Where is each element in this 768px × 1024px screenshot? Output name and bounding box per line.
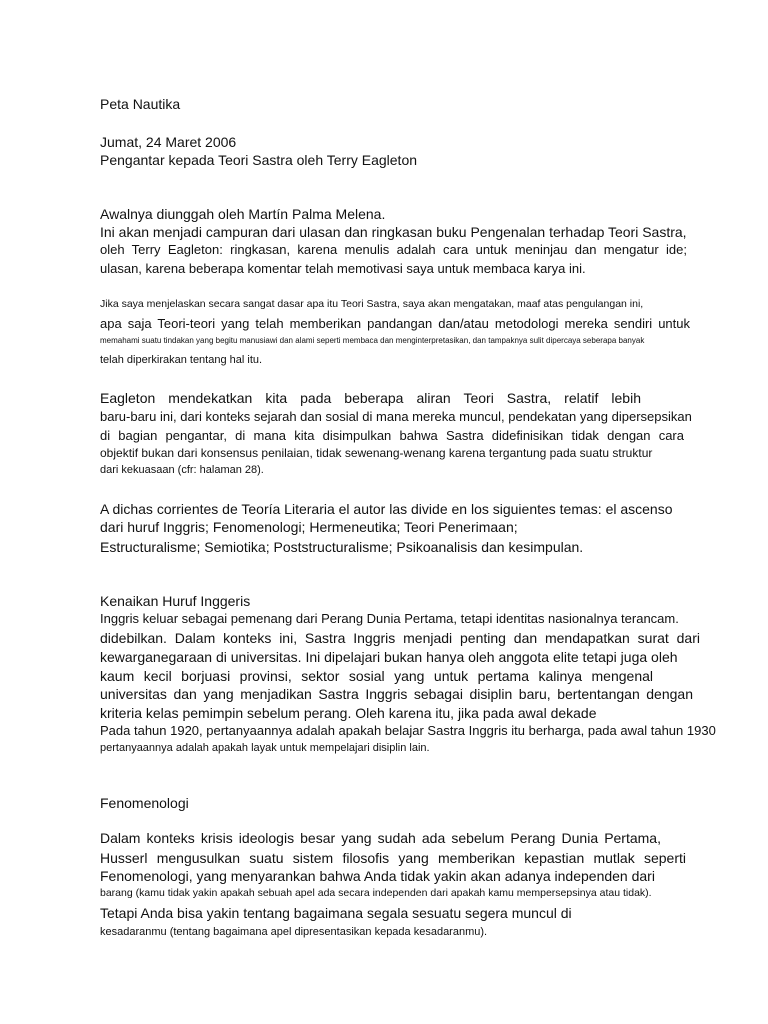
- phenomenology-line: Fenomenologi, yang menyarankan bahwa Anda tidak yakin akan adanya independen dari: [100, 868, 655, 884]
- currents-line: Estructuralisme; Semiotika; Poststructuralisme; Psikoanalisis dan kesimpulan.: [100, 539, 584, 555]
- phenomenology-line: Tetapi Anda bisa yakin tentang bagaimana segala sesuatu segera muncul di: [100, 905, 572, 921]
- phenomenology-line: barang (kamu tidak yakin apakah sebuah apel ada secara independen dari apakah kamu mempersepsinya atau tidak).: [100, 887, 652, 899]
- definition-line: memahami suatu tindakan yang begitu manusiawi dan alami seperti membaca dan menginterpretasikan, dan tampaknya sulit dipercaya seberapa banyak: [100, 336, 645, 345]
- intro-line: Ini akan menjadi campuran dari ulasan dan ringkasan buku Pengenalan terhadap Teori Sastra,: [100, 224, 687, 240]
- eagleton-line: Eagleton mendekatkan kita pada beberapa aliran Teori Sastra, relatif lebih: [100, 390, 641, 406]
- document-date: Jumat, 24 Maret 2006: [100, 134, 237, 150]
- eagleton-line: objektif bukan dari konsensus penilaian, tidak sewenang-wenang karena tergantung pada suatu struktur: [100, 446, 653, 460]
- english-line: kewarganegaraan di universitas. Ini dipelajari bukan hanya oleh anggota elite tetapi juga oleh: [100, 649, 678, 665]
- english-line: Inggris keluar sebagai pemenang dari Perang Dunia Pertama, tetapi identitas nasionalnya terancam.: [100, 611, 679, 626]
- document-subtitle: Pengantar kepada Teori Sastra oleh Terry Eagleton: [100, 152, 418, 168]
- english-line: pertanyaannya adalah apakah layak untuk mempelajari disiplin lain.: [100, 742, 430, 754]
- eagleton-line: baru-baru ini, dari konteks sejarah dan sosial di mana mereka muncul, pendekatan yang dipersepsikan: [100, 409, 692, 424]
- phenomenology-line: Husserl mengusulkan suatu sistem filosofis yang memberikan kepastian mutlak seperti: [100, 850, 686, 866]
- intro-line: oleh Terry Eagleton: ringkasan, karena menulis adalah cara untuk meninjau dan mengatur ide;: [100, 242, 687, 257]
- english-line: kaum kecil borjuasi provinsi, sektor sosial yang untuk pertama kalinya mengenal: [100, 668, 653, 684]
- intro-line: ulasan, karena beberapa komentar telah memotivasi saya untuk membaca karya ini.: [100, 261, 586, 276]
- eagleton-line: dari kekuasaan (cfr: halaman 28).: [100, 464, 264, 476]
- english-line: Pada tahun 1920, pertanyaannya adalah apakah belajar Sastra Inggris itu berharga, pada awal tahun 1930: [100, 723, 716, 738]
- intro-line: Awalnya diunggah oleh Martín Palma Melena.: [100, 206, 386, 222]
- definition-line: Jika saya menjelaskan secara sangat dasar apa itu Teori Sastra, saya akan mengatakan, maaf atas pengulangan ini,: [100, 298, 644, 310]
- definition-line: telah diperkirakan tentang hal itu.: [100, 354, 263, 366]
- phenomenology-line: kesadaranmu (tentang bagaimana apel dipresentasikan kepada kesadaranmu).: [100, 926, 488, 938]
- section-heading-phenomenology: Fenomenologi: [100, 795, 189, 811]
- currents-line: dari huruf Inggris; Fenomenologi; Hermeneutika; Teori Penerimaan;: [100, 519, 518, 535]
- eagleton-line: di bagian pengantar, di mana kita disimpulkan bahwa Sastra didefinisikan tidak dengan cara: [100, 428, 684, 443]
- english-line: didebilkan. Dalam konteks ini, Sastra Inggris menjadi penting dan mendapatkan surat dari: [100, 630, 700, 646]
- currents-line: A dichas corrientes de Teoría Literaria el autor las divide en los siguientes temas: el ascenso: [100, 501, 673, 517]
- english-line: universitas dan yang menjadikan Sastra Inggris sebagai disiplin baru, bertentangan dengan: [100, 686, 693, 702]
- english-line: kriteria kelas pemimpin sebelum perang. Oleh karena itu, jika pada awal dekade: [100, 705, 597, 721]
- document-title: Peta Nautika: [100, 96, 181, 112]
- definition-line: apa saja Teori-teori yang telah memberikan pandangan dan/atau metodologi mereka sendiri untuk: [100, 316, 690, 331]
- section-heading-english: Kenaikan Huruf Inggeris: [100, 593, 251, 609]
- phenomenology-line: Dalam konteks krisis ideologis besar yang sudah ada sebelum Perang Dunia Pertama,: [100, 830, 661, 846]
